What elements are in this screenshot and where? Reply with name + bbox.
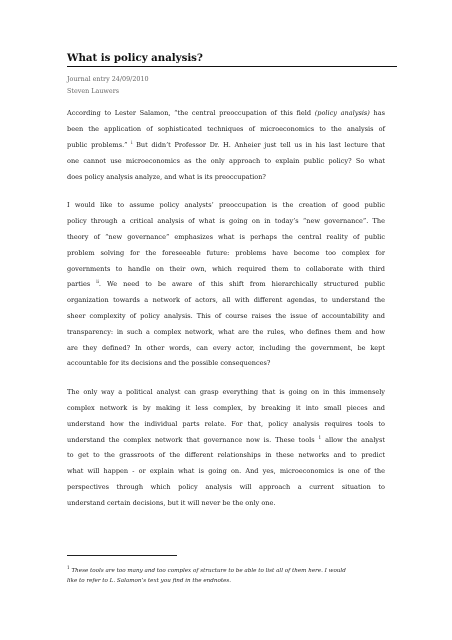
- text-run: According to Lester Salamon, “the central preoccupation of this field: [67, 109, 315, 118]
- text-line: [67, 230, 385, 246]
- document-title: What is policy analysis?: [67, 52, 397, 67]
- text-line: [67, 385, 385, 401]
- footnote: [67, 567, 392, 586]
- text-run: organization towards a network of actors, all with different agendas, to understand the: [67, 296, 385, 305]
- text-run: what will happen - or explain what is going on. And yes, microeconomics is one of the: [67, 467, 385, 476]
- text-line: [67, 277, 385, 293]
- text-run: The only way a political analyst can grasp everything that is going on in this immensely: [67, 388, 385, 397]
- footnote-reference[interactable]: 1: [318, 434, 322, 440]
- text-line: [67, 262, 385, 278]
- text-line: [67, 496, 385, 512]
- text-run: parties: [67, 280, 97, 289]
- text-run: . We need to be aware of this shift from hierarchically structured public: [98, 280, 386, 289]
- footnote-text: like to refer to L. Salamon’s text you find in the endnotes.: [67, 577, 232, 584]
- text-run: understand how the individual parts relate. For that, policy analysis requires tools to: [67, 419, 385, 428]
- text-line: [67, 464, 385, 480]
- text-line: [67, 309, 385, 325]
- text-run: does policy analysis analyze, and what is its preoccupation?: [67, 172, 266, 181]
- text-line: [67, 325, 385, 341]
- text-run: But didn’t Professor Dr. H. Anheier just tell us in his last lecture that: [132, 141, 385, 149]
- footnote-separator: [67, 555, 177, 556]
- paragraph: [67, 385, 385, 511]
- text-run: policy through a critical analysis of what is going on in today’s “new governance”. The: [67, 217, 385, 226]
- text-run: transparency: in such a complex network, what are the rules, who defines them and how: [67, 327, 385, 336]
- text-run: allow the analyst: [321, 435, 385, 444]
- footnote-line: [67, 577, 392, 587]
- text-run: complex network is by making it less complex, by breaking it into small pieces and: [67, 403, 385, 412]
- document-page: [67, 52, 385, 525]
- author-name: Steven Lauwers: [67, 87, 120, 96]
- text-run: public problems.”: [67, 141, 132, 149]
- text-line: [67, 170, 385, 186]
- emphasis-text: (policy analysis): [314, 109, 370, 118]
- text-line: [67, 106, 385, 122]
- text-line: [67, 214, 385, 230]
- text-run: one cannot use microeconomics as the only approach to explain public policy? So what: [67, 156, 385, 165]
- text-run: problem solving for the foreseeable future: problems have become too complex for: [67, 248, 385, 257]
- text-run: are they defined? In other words, can every actor, including the government, be kept: [67, 343, 385, 352]
- paragraph: [67, 198, 385, 372]
- footnote-line: [67, 567, 392, 577]
- text-line: [67, 154, 385, 170]
- text-run: I would like to assume policy analysts’ preoccupation is the creation of good public: [67, 201, 385, 210]
- document-body: [67, 106, 385, 511]
- text-line: [67, 122, 385, 138]
- text-line: [67, 246, 385, 262]
- footnote-reference[interactable]: i: [131, 139, 133, 145]
- journal-entry-date: Journal entry 24/09/2010: [67, 75, 149, 83]
- footnote-marker: 1: [67, 565, 70, 571]
- text-line: [67, 448, 385, 464]
- text-line: [67, 401, 385, 417]
- text-run: sheer complexity of policy analysis. This of course raises the issue of accountability and: [67, 311, 385, 320]
- document-meta: [67, 73, 385, 97]
- text-run: understand certain decisions, but it will never be the only one.: [67, 498, 276, 507]
- paragraph: [67, 106, 385, 185]
- text-run: been the application of sophisticated techniques of microeconomics to the analysis of: [67, 125, 385, 134]
- text-line: [67, 293, 385, 309]
- text-line: [67, 138, 385, 154]
- text-line: [67, 356, 385, 372]
- footnote-reference[interactable]: ii: [96, 279, 99, 285]
- text-line: [67, 341, 385, 357]
- text-run: governments to handle on their own, which required them to collaborate with third: [67, 264, 385, 273]
- text-run: theory of “new governance” emphasizes what is perhaps the central reality of public: [67, 232, 385, 241]
- text-run: perspectives through which policy analysis will approach a current situation to: [67, 482, 385, 491]
- text-line: [67, 198, 385, 214]
- text-run: has: [369, 109, 385, 118]
- text-line: [67, 480, 385, 496]
- text-run: accountable for its decisions and the possible consequences?: [67, 359, 271, 368]
- text-line: [67, 433, 385, 449]
- text-line: [67, 417, 385, 433]
- footnote-text: These tools are too many and too complex of structure to be able to list all of them here. I would: [71, 568, 346, 574]
- text-run: to get to the grassroots of the different relationships in these networks and to predict: [67, 451, 385, 460]
- text-run: understand the complex network that governance now is. These tools: [67, 435, 319, 444]
